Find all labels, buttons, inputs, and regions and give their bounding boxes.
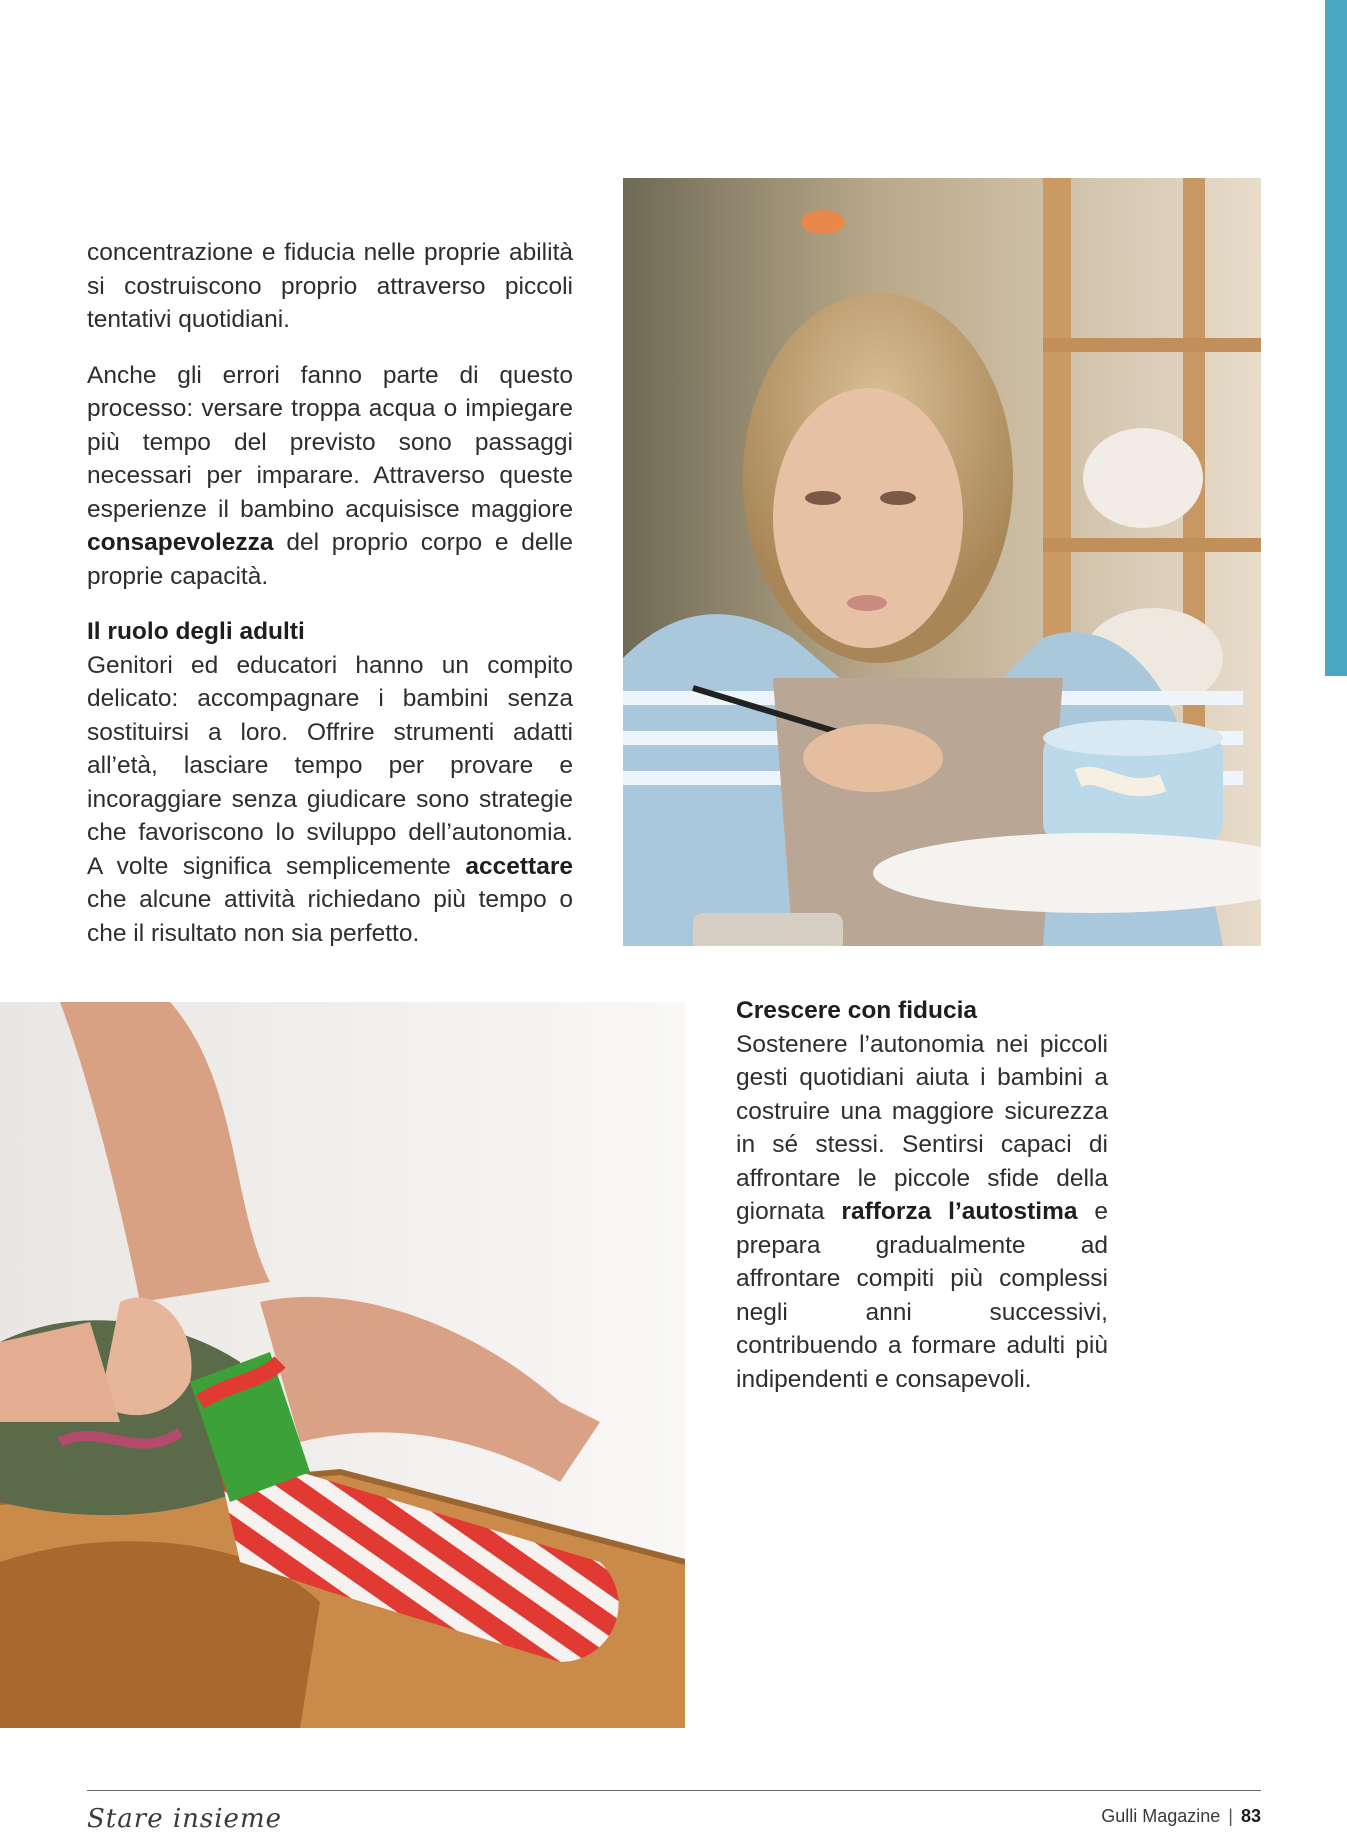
paragraph bbox=[87, 236, 573, 337]
paragraph-text: concentrazione e fiducia nelle proprie abilità si costruiscono proprio attraverso piccoli tentativi quotidiani. bbox=[87, 239, 573, 333]
photo-girl-painting-ceramic bbox=[623, 178, 1261, 946]
paragraph bbox=[87, 359, 573, 594]
paragraph-text: del proprio corpo e delle proprie capacità. bbox=[87, 529, 573, 590]
paragraph-text: e prepara gradualmente ad affrontare compiti più complessi negli anni successivi, contribuendo a formare adulti più indipendenti e consapevoli. bbox=[736, 1198, 1108, 1393]
paragraph bbox=[87, 649, 573, 951]
footer-divider bbox=[87, 1790, 1261, 1791]
magazine-name: Gulli Magazine bbox=[1101, 1806, 1221, 1826]
page-number: 83 bbox=[1240, 1806, 1261, 1826]
emphasis-text: accettare bbox=[465, 852, 573, 880]
emphasis-text: rafforza l’autostima bbox=[841, 1198, 1078, 1225]
accent-side-tab bbox=[1325, 0, 1347, 676]
paragraph-text: Anche gli errori fanno parte di questo processo: versare troppa acqua o impiegare più tempo del previsto sono passaggi necessari per imparare. Attraverso queste esperienze il bambino acquisisce maggiore bbox=[87, 361, 573, 523]
photo-child-putting-on-socks bbox=[0, 1002, 685, 1728]
footer-section-name: Stare insieme bbox=[87, 1804, 282, 1834]
left-text-column bbox=[87, 236, 573, 950]
emphasis-text: consapevolezza bbox=[87, 529, 274, 556]
right-text-column bbox=[736, 994, 1108, 1396]
footer-magazine-info bbox=[1101, 1806, 1261, 1827]
section-heading: Crescere con fiducia bbox=[736, 997, 978, 1024]
footer-separator: | bbox=[1228, 1806, 1233, 1826]
paragraph bbox=[736, 1028, 1108, 1397]
paragraph-text: che alcune attività richiedano più tempo o che il risultato non sia perfetto. bbox=[87, 886, 573, 947]
paragraph-text: Sostenere l’autonomia nei piccoli gesti quotidiani aiuta i bambini a costruire una maggiore sicurezza in sé stessi. Sentirsi capaci di affrontare le piccole sfide della giornata bbox=[736, 1030, 1108, 1225]
section-heading: Il ruolo degli adulti bbox=[87, 618, 305, 645]
paragraph-text: Genitori ed educatori hanno un compito delicato: accompagnare i bambini senza sostituirsi a loro. Offrire strumenti adatti all’età, lasciare tempo per provare e incoraggiare senza giudicare sono strategie che favoriscono lo sviluppo dell’autonomia. A volte significa semplicemente bbox=[87, 651, 573, 880]
